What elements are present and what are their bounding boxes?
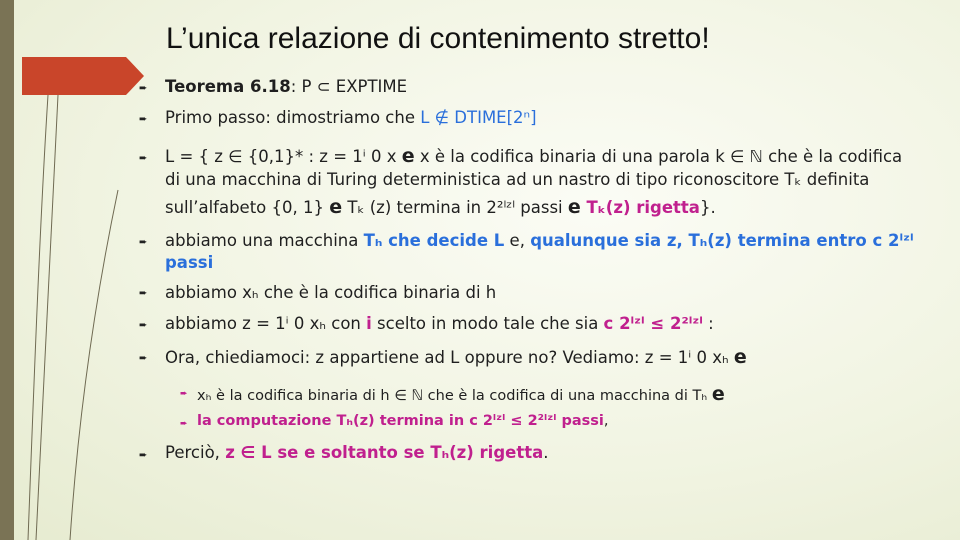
right-arrow-bullet-icon: ➨ xyxy=(139,114,148,125)
bullet-macchina-th: abbiamo una macchina Tₕ che decide L e, qualunque sia z, Tₕ(z) termina entro c 2ˡᶻˡ xyxy=(165,231,914,250)
bullet-definizione-l-line1: L = { z ∈ {0,1}* : z = 1ⁱ 0 x e x è la codifica binaria di una parola k ∈ ℕ che è la codifica xyxy=(165,145,903,167)
small-right-arrow-bullet-icon: ➨ xyxy=(180,419,188,429)
bullet-macchina-th-cont: passi xyxy=(165,253,214,272)
title-accent-tab xyxy=(22,57,126,95)
right-arrow-bullet-icon: ➨ xyxy=(139,450,148,461)
bullet-definizione-l-line3: sull’alfabeto {0, 1} e Tₖ (z) termina in 2²ˡᶻˡ passi e Tₖ(z) rigetta}. xyxy=(165,196,716,218)
bullet-teorema: Teorema 6.18: P ⊂ EXPTIME xyxy=(165,77,408,96)
bullet-domanda: Ora, chiediamoci: z appartiene ad L oppure no? Vediamo: z = 1ⁱ 0 xₕ e xyxy=(165,346,747,368)
right-arrow-bullet-icon: ➨ xyxy=(139,320,148,331)
sub-bullet-computazione: la computazione Tₕ(z) termina in c 2ˡᶻˡ ≤ 2²ˡᶻˡ passi, xyxy=(197,413,609,429)
small-right-arrow-bullet-icon: ➨ xyxy=(180,389,188,399)
bullet-z: abbiamo z = 1ⁱ 0 xₕ con i scelto in modo tale che sia c 2ˡᶻˡ ≤ 2²ˡᶻˡ : xyxy=(165,314,714,333)
right-arrow-bullet-icon: ➨ xyxy=(139,288,148,299)
slide-title: L’unica relazione di contenimento stretto! xyxy=(166,22,710,55)
sub-bullet-codifica: xₕ è la codifica binaria di h ∈ ℕ che è la codifica di una macchina di Tₕ e xyxy=(197,383,725,405)
bullet-xh: abbiamo xₕ che è la codifica binaria di h xyxy=(165,283,497,302)
right-arrow-bullet-icon: ➨ xyxy=(139,83,148,94)
right-arrow-bullet-icon: ➨ xyxy=(139,353,148,364)
bullet-definizione-l-line2: di una macchina di Turing deterministica ad un nastro di tipo riconoscitore Tₖ definita xyxy=(165,170,870,189)
bullet-percio: Perciò, z ∈ L se e soltanto se Tₕ(z) rigetta. xyxy=(165,443,549,462)
right-arrow-bullet-icon: ➨ xyxy=(139,237,148,248)
bullet-primo-passo: Primo passo: dimostriamo che L ∉ DTIME[2ⁿ] xyxy=(165,108,537,127)
right-arrow-bullet-icon: ➨ xyxy=(139,153,148,164)
